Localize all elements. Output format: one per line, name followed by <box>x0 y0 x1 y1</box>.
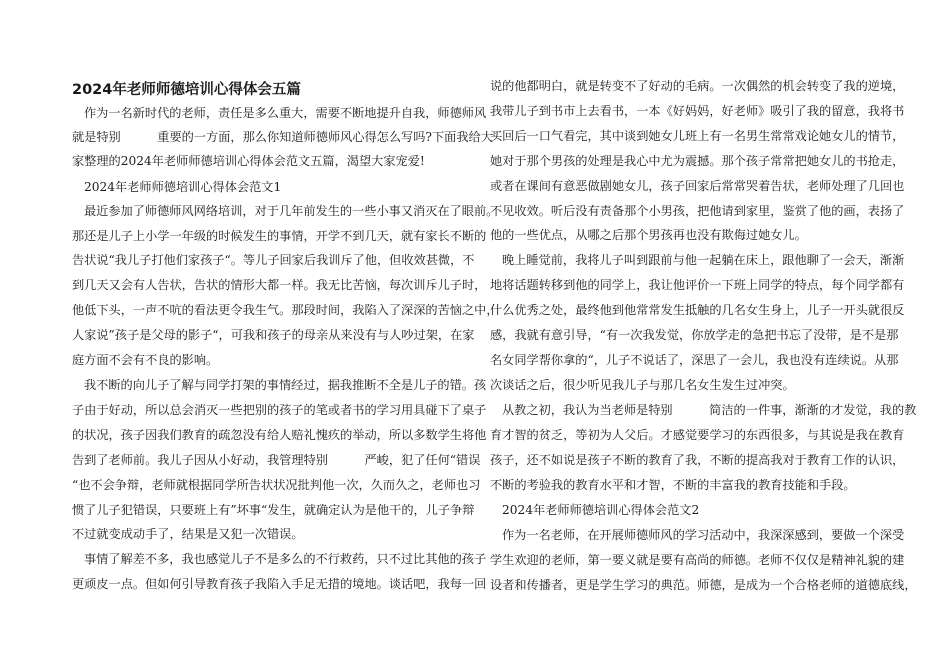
text-line: 人家说”孩子是父母的影子“，可我和孩子的母亲从来没有与人吵过架，在家 <box>72 328 475 342</box>
text-line: 告状说“我儿子打他们家孩子“。等儿子回家后我训斥了他，但收效甚微，不 <box>72 253 475 267</box>
text-line: 什么优秀之处，最终他到他常常发生抵触的几名女生身上，儿子一开头就很反 <box>490 303 905 317</box>
text-line: 买回后一口气看完，其中谈到她女儿班上有一名男生常常戏论她女儿的情节， <box>490 129 905 143</box>
text-line: 到几天又会有人告状，告状的情形大都一样。我无比苦恼，每次训斥儿子时， <box>72 278 487 292</box>
text-line: 从教之初，我认为当老师是特别 简洁的一件事，渐渐的才发觉，我的教 <box>502 403 917 417</box>
text-line: 晚上睡觉前，我将儿子叫到跟前与他一起躺在床上，跟他聊了一会天，渐渐 <box>502 253 905 267</box>
text-line: 他的一些优点，从哪之后那个男孩再也没有欺侮过她女儿。 <box>490 228 807 242</box>
text-line: 就是特别 重要的一方面，那么你知道师德师风心得怎么写吗?下面我给大 <box>72 130 493 144</box>
text-line: 感，我就有意引导，“有一次我发觉，你放学走的急把书忘了没带，是不是那 <box>490 328 899 342</box>
text-line: 作为一名老师，在开展师德师风的学习活动中，我深深感到，要做一个深受 <box>502 528 905 542</box>
text-line: 那还是儿子上小学一年级的时候发生的事情，开学不到几天，就有家长不断的 <box>72 229 487 243</box>
text-line: 设者和传播者，更是学生学习的典范。师德，是成为一个合格老师的道德底线， <box>490 578 917 592</box>
text-line: 我不断的向儿子了解与同学打架的事情经过，据我推断不全是儿子的错。孩 <box>84 378 487 392</box>
section-heading: 2024年老师师德培训心得体会范文2 <box>502 503 700 517</box>
text-line: 作为一名新时代的老师，责任是多么重大，需要不断地提升自我，师德师风 <box>84 106 487 120</box>
text-line: 地将话题转移到他的同学上，我让他评价一下班上同学的特点，每个同学都有 <box>490 278 905 292</box>
text-line: 不见收效。听后没有责备那个小男孩，把他请到家里，鉴赏了他的画，表扬了 <box>490 204 905 218</box>
text-line: 惯了儿子犯错误，只要班上有”坏事“发生，就确定认为是他干的，儿子争辩 <box>72 503 475 517</box>
text-line: 告到了老师前。我儿子因从小好动，我管理特别 严峻，犯了任何“错误 <box>72 453 481 467</box>
text-line: 我带儿子到书市上去看书，一本《好妈妈，好老师》吸引了我的留意，我将书 <box>490 104 905 118</box>
text-line: 或者在课间有意恶做剧她女儿，孩子回家后常常哭着告状，老师处理了几回也 <box>490 179 905 193</box>
text-line: 最近参加了师德师风网络培训，对于几年前发生的一些小事又消灭在了眼前。 <box>84 204 499 218</box>
text-line: 孩子，还不如说是孩子不断的教育了我，不断的提高我对于教育工作的认识， <box>490 453 905 467</box>
text-line: 更顽皮一点。但如何引导教育孩子我陷入手足无措的境地。谈话吧，我每一回 <box>72 577 487 591</box>
text-line: “也不会争辩，老师就根据同学所告状状况批判他一次，久而久之，老师也习 <box>72 478 481 492</box>
text-line: 育才智的贫乏，等初为人父后。才感觉要学习的东西很多，与其说是我在教育 <box>490 428 905 442</box>
text-line: 次谈话之后，很少听见我儿子与那几名女生发生过冲突。 <box>490 378 795 392</box>
text-line: 不断的考验我的教育水平和才智，不断的丰富我的教育技能和手段。 <box>490 478 856 492</box>
text-line: 的状况，孩子因我们教育的疏忽没有给人赔礼愧疚的举动，所以多数学生将他 <box>72 428 487 442</box>
text-line: 她对于那个男孩的处理是我心中尤为震撼。那个孩子常常把她女儿的书抢走， <box>490 154 905 168</box>
text-line: 庭方面不会有不良的影响。 <box>72 353 219 367</box>
text-line: 他低下头，一声不吭的看法更令我生气。那段时间，我陷入了深深的苦恼之中， <box>72 303 499 317</box>
text-line: 家整理的2024年老师师德培训心得体会范文五篇，渴望大家宠爱! <box>72 154 425 168</box>
text-line: 说的他都明白，就是转变不了好动的毛病。一次偶然的机会转变了我的逆境， <box>490 79 905 93</box>
document-title: 2024年老师师德培训心得体会五篇 <box>72 82 301 98</box>
text-line: 学生欢迎的老师，第一要义就是要有高尚的师德。老师不仅仅是精神礼貌的建 <box>490 553 905 567</box>
text-line: 不过就变成动手了，结果是又犯一次错误。 <box>72 527 304 541</box>
text-line: 子由于好动，所以总会消灭一些把别的孩子的笔或者书的学习用具碰下了桌子 <box>72 403 487 417</box>
section-heading: 2024年老师师德培训心得体会范文1 <box>84 180 282 194</box>
text-line: 事情了解差不多，我也感觉儿子不是多么的不行救药，只不过比其他的孩子 <box>84 552 487 566</box>
text-line: 名女同学帮你拿的“，儿子不说话了，深思了一会儿，我也没有连续说。从那 <box>490 353 899 367</box>
